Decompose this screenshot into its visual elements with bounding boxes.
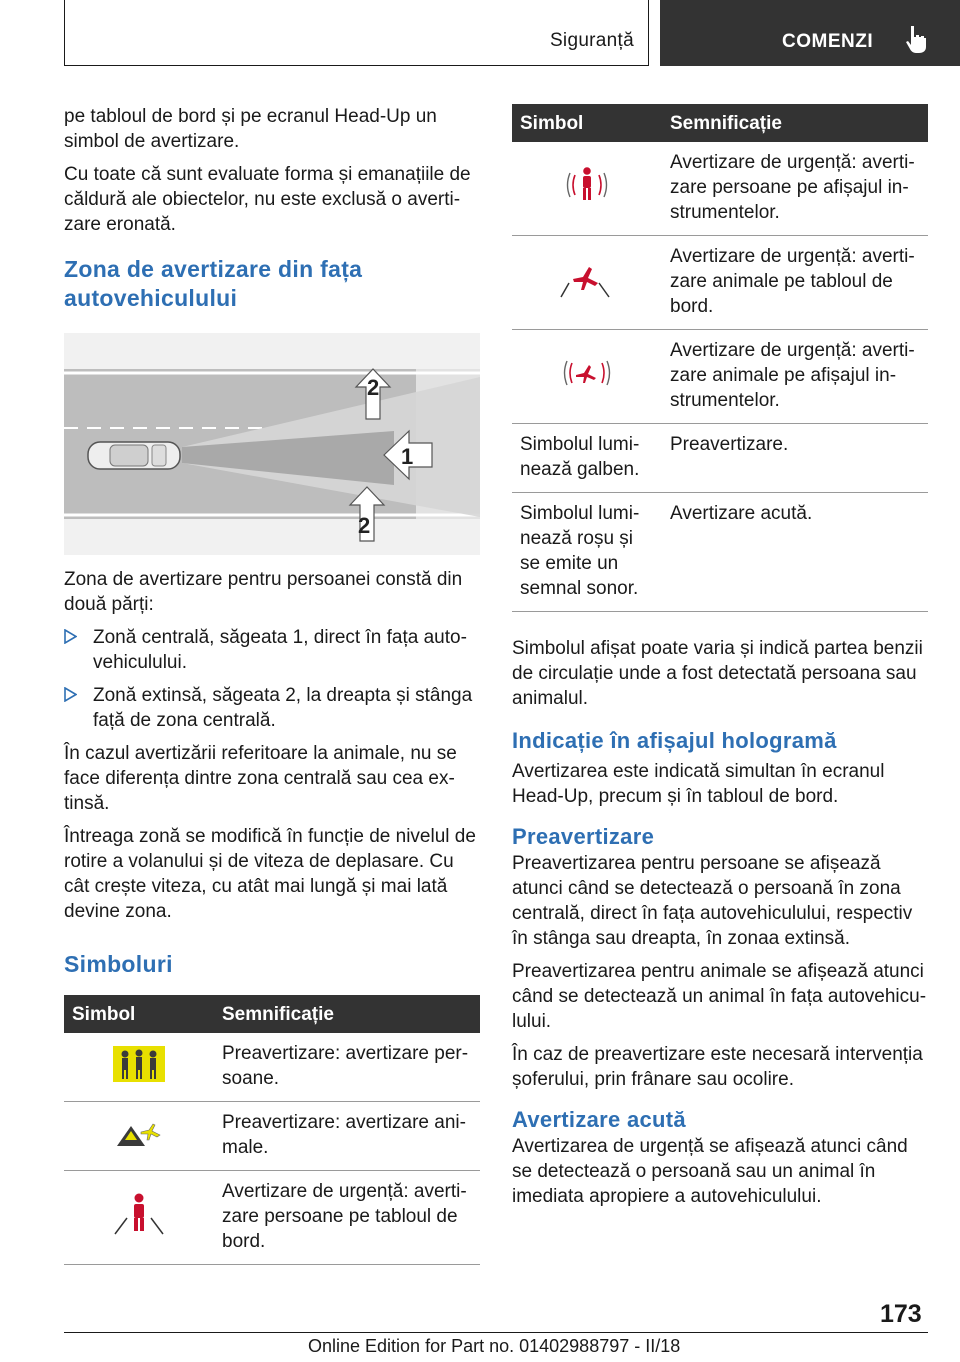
pedestrians-yellow-icon xyxy=(111,1044,167,1084)
column-header-symbol: Simbol xyxy=(512,104,662,142)
table-row xyxy=(64,1033,480,1102)
list-item xyxy=(64,625,480,675)
animal-red-icon xyxy=(559,257,615,301)
pointing-hand-icon xyxy=(902,24,932,54)
symbols-table-left xyxy=(64,995,480,1265)
pedestrian-red-waves-icon xyxy=(559,165,615,205)
paragraph: pe tabloul de bord și pe ecranul Head-Up un simbol de avertizare. xyxy=(64,106,437,152)
svg-text:2: 2 xyxy=(367,375,380,400)
table-row xyxy=(512,493,928,612)
paragraph: În cazul avertizării referitoare la animale, nu se face diferența dintre zona centrală sau cea extinsă. xyxy=(64,743,457,814)
animal-yellow-icon xyxy=(111,1116,167,1150)
paragraph: Avertizarea este indicată simultan în ecranul Head-Up, precum și în tabloul de bord. xyxy=(512,761,885,807)
chapter-title: COMENZI xyxy=(782,31,874,52)
pedestrian-red-icon xyxy=(111,1190,167,1238)
paragraph: Cu toate că sunt evaluate forma și emanațiile de căldură ale obiectelor, nu este exclusă o avertizare eronată. xyxy=(64,164,471,235)
symbol-cell xyxy=(512,142,662,236)
svg-text:2: 2 xyxy=(358,513,371,538)
table-row xyxy=(512,330,928,424)
symbol-cell xyxy=(64,1171,214,1265)
table-header-row xyxy=(512,104,928,142)
symbols-table-right xyxy=(512,104,928,612)
footer-divider xyxy=(64,1332,928,1333)
section-title: Siguranță xyxy=(549,30,634,51)
list-item-text: Zonă centrală, săgeata 1, direct în fața autovehiculului. xyxy=(93,627,467,673)
column-header-symbol: Simbol xyxy=(64,995,214,1033)
meaning-cell: Preavertizare: avertizare persoane. xyxy=(214,1033,480,1102)
meaning-cell: Avertizare acută. xyxy=(662,493,928,612)
paragraph: Preavertizarea pentru animale se afișează atunci când se detectează un animal în fața autovehiculului. xyxy=(512,961,927,1032)
table-row xyxy=(64,1171,480,1265)
paragraph: Avertizarea de urgență se afișează atunci când se detectează o persoană sau un animal în imediata apropiere a autovehiculului. xyxy=(512,1136,908,1207)
list-item-text: Zonă extinsă, săgeata 2, la dreapta și stânga față de zona centrală. xyxy=(93,685,473,731)
list-item xyxy=(64,683,480,733)
meaning-cell: Avertizare de urgență: avertizare persoane pe afișajul instrumentelor. xyxy=(662,142,928,236)
table-row xyxy=(64,1102,480,1171)
animal-red-waves-icon xyxy=(559,353,615,393)
right-column xyxy=(512,104,928,1217)
meaning-cell: Preavertizare: avertizare animale. xyxy=(214,1102,480,1171)
table-row xyxy=(512,424,928,493)
meaning-cell: Avertizare de urgență: avertizare animale pe afișajul instrumentelor. xyxy=(662,330,928,424)
edition-note: Online Edition for Part no. 01402988797 - II/18 xyxy=(308,1336,681,1356)
heading-pre-warning: Preavertizare xyxy=(512,824,655,849)
triangle-bullet-icon xyxy=(64,629,77,644)
heading-warning-zone: Zona de avertizare din fața autovehiculului xyxy=(64,256,363,311)
symbol-cell xyxy=(512,236,662,330)
paragraph: Preavertizarea pentru persoane se afișează atunci când se detectează o persoană în zona centrală, direct în fața autovehiculului, respectiv în stânga sau dreapta, în zonaa extinsă. xyxy=(512,853,913,949)
table-row xyxy=(512,236,928,330)
paragraph: Zona de avertizare pentru persoanei constă din două părți: xyxy=(64,569,463,615)
symbol-cell xyxy=(64,1033,214,1102)
symbol-cell xyxy=(64,1102,214,1171)
left-column xyxy=(64,104,480,1265)
header-section-box xyxy=(64,0,649,66)
table-header-row xyxy=(64,995,480,1033)
table-row xyxy=(512,142,928,236)
page-number: 173 xyxy=(880,1300,922,1328)
meaning-cell: Avertizare de urgență: avertizare animale pe tabloul de bord. xyxy=(662,236,928,330)
symbol-text-cell: Simbolul luminează galben. xyxy=(512,424,662,493)
column-header-meaning: Semnificație xyxy=(662,104,928,142)
meaning-cell: Preavertizare. xyxy=(662,424,928,493)
car-top-view xyxy=(88,442,180,469)
meaning-cell: Avertizare de urgență: avertizare persoane pe tabloul de bord. xyxy=(214,1171,480,1265)
svg-text:1: 1 xyxy=(401,444,414,469)
heading-hologram: Indicație în afișajul hologramă xyxy=(512,728,837,753)
heading-symbols: Simboluri xyxy=(64,951,173,977)
paragraph: În caz de preavertizare este necesară intervenția șoferului, prin frânare sau ocolire. xyxy=(512,1044,923,1090)
symbol-cell xyxy=(512,330,662,424)
heading-acute-warning: Avertizare acută xyxy=(512,1107,686,1132)
warning-zone-diagram xyxy=(64,333,480,555)
symbol-text-cell: Simbolul luminează roșu și se emite un semnal sonor. xyxy=(512,493,662,612)
triangle-bullet-icon xyxy=(64,687,77,702)
column-header-meaning: Semnificație xyxy=(214,995,480,1033)
header-chapter-box xyxy=(660,0,960,66)
paragraph: Simbolul afișat poate varia și indică partea benzii de circulație unde a fost detectată persoana sau animalul. xyxy=(512,638,923,709)
paragraph: Întreaga zonă se modifică în funcție de nivelul de rotire a volanului și de viteza de deplasare. Cu cât crește viteza, cu atât mai lungă și mai lată devine zona. xyxy=(64,826,476,922)
